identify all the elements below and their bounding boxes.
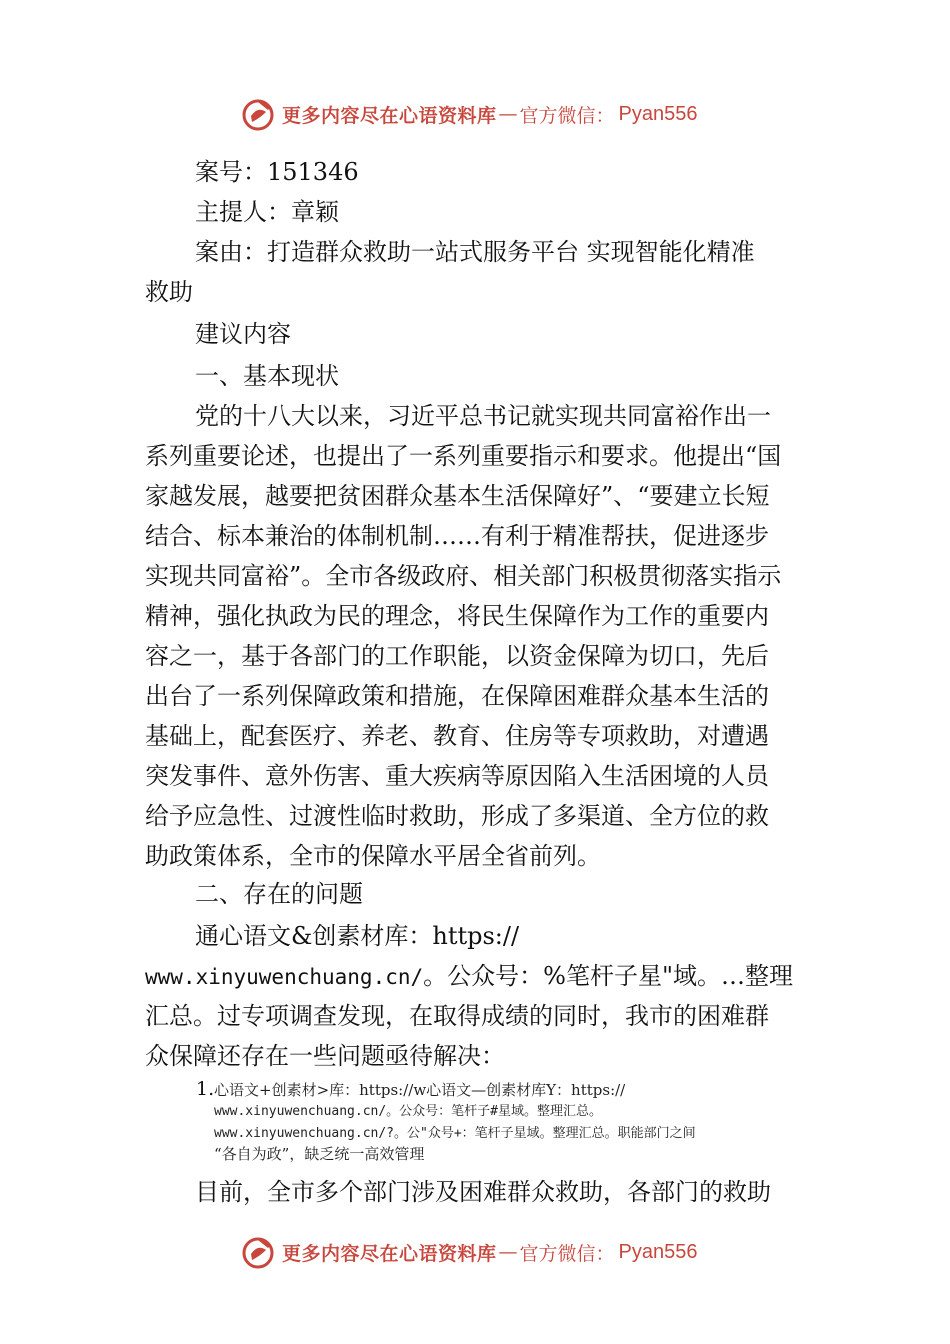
para1-line: 精神，强化执政为民的理念，将民生保障作为工作的重要内 (145, 602, 769, 630)
banner-wechat-label: 官方微信： (519, 104, 615, 127)
para2-line-2-text: 。公众号：%笔杆子星"域。…整理 (423, 962, 793, 990)
list-line: “各自为政”，缺乏统一高效管理 (214, 1145, 425, 1163)
heading-suggestion: 建议内容 (195, 320, 291, 348)
banner-dash: — (498, 1241, 518, 1263)
para2-line-4: 众保障还存在一些问题亟待解决： (145, 1042, 505, 1070)
brand-logo-icon (240, 1234, 276, 1270)
para3-line: 目前，全市多个部门涉及困难群众救助，各部门的救助 (195, 1178, 771, 1206)
para1-line: 出台了一系列保障政策和措施，在保障困难群众基本生活的 (145, 682, 769, 710)
case-reason-line-1: 案由：打造群众救助一站式服务平台 实现智能化精准 (195, 238, 755, 266)
list-line: 心语文+创素材>库：https://w心语文—创素材库Y：https:// (214, 1081, 626, 1099)
para1-line: 给予应急性、过渡性临时救助，形成了多渠道、全方位的救 (145, 802, 769, 830)
para1-line: 家越发展，越要把贫困群众基本生活保障好”、“要建立长短 (145, 482, 770, 510)
para1-line: 系列重要论述，也提出了一系列重要指示和要求。他提出“国 (145, 442, 782, 470)
para1-line: 突发事件、意外伤害、重大疾病等原因陷入生活困境的人员 (145, 762, 769, 790)
para2-line-1: 通心语文&创素材库：https:// (195, 922, 520, 950)
banner-wechat-id: Pyan556 (618, 102, 698, 125)
brand-logo-icon (240, 96, 276, 132)
header-banner (240, 94, 740, 134)
list-line: www.xinyuwenchuang.cn/?。公"众号+：笔杆子星域。整理汇总。职能部门之间 (214, 1126, 696, 1141)
proposer: 主提人：章颖 (195, 198, 339, 226)
case-number: 案号：151346 (195, 158, 359, 186)
list-number: 1. (196, 1078, 215, 1100)
footer-banner (240, 1232, 740, 1272)
case-reason-line-2: 救助 (145, 278, 193, 306)
list-line: www.xinyuwenchuang.cn/。公众号：笔杆子#星域。整理汇总。 (214, 1104, 603, 1119)
para1-line: 助政策体系，全市的保障水平居全省前列。 (145, 842, 601, 870)
para2-line-2 (145, 956, 810, 997)
banner-dash: — (498, 103, 518, 125)
para1-line: 党的十八大以来，习近平总书记就实现共同富裕作出一 (195, 402, 771, 430)
para2-url: www.xinyuwenchuang.cn/ (145, 965, 424, 989)
banner-title: 更多内容尽在心语资料库 (282, 1242, 497, 1265)
para1-line: 基础上，配套医疗、养老、教育、住房等专项救助，对遭遇 (145, 722, 769, 750)
para2-line-3: 汇总。过专项调查发现，在取得成绩的同时，我市的困难群 (145, 1002, 769, 1030)
banner-wechat-id: Pyan556 (618, 1240, 698, 1263)
banner-title: 更多内容尽在心语资料库 (282, 104, 497, 127)
heading-section-2: 二、存在的问题 (195, 880, 363, 908)
heading-section-1: 一、基本现状 (195, 362, 339, 390)
banner-wechat-label: 官方微信： (519, 1242, 615, 1265)
para1-line: 结合、标本兼治的体制机制……有利于精准帮扶，促进逐步 (145, 522, 769, 550)
para1-line: 实现共同富裕”。全市各级政府、相关部门积极贯彻落实指示 (145, 562, 782, 590)
para1-line: 容之一，基于各部门的工作职能，以资金保障为切口，先后 (145, 642, 769, 670)
